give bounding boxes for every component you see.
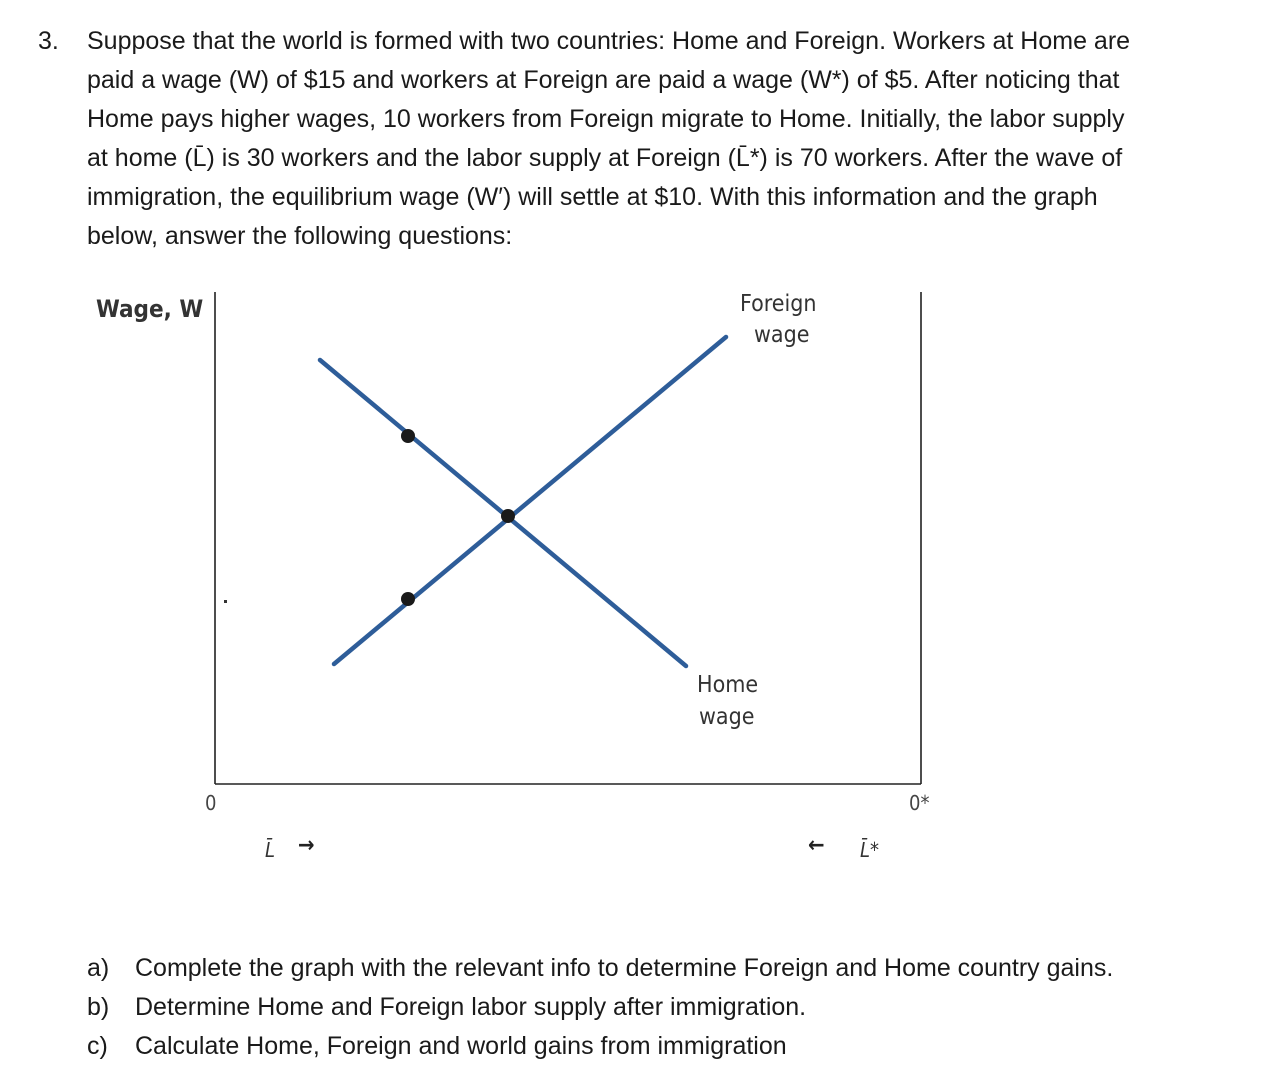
question-line: Suppose that the world is formed with two countries: Home and Foreign. Workers at Home are <box>87 27 1131 55</box>
subquestion-label: b) <box>87 993 110 1021</box>
subquestion-b <box>87 988 806 1027</box>
subquestion-text: Determine Home and Foreign labor supply after immigration. <box>135 993 807 1021</box>
question-line: paid a wage (W) of $15 and workers at Foreign are paid a wage (W*) of $5. After noticing that <box>87 66 1120 94</box>
foreign-wage-label <box>740 291 823 348</box>
question-line: at home (L̄) is 30 workers and the labor supply at Foreign (L̄*) is 70 workers. After the wave of <box>87 144 1123 172</box>
home-wage-label-line1: Home <box>697 672 759 698</box>
home-labor-arrow: → <box>298 833 315 858</box>
equilibrium-point <box>501 509 515 523</box>
stray-mark <box>224 600 227 603</box>
foreign-wage-curve <box>334 337 726 664</box>
question-number: 3. <box>38 27 59 55</box>
question-line: immigration, the equilibrium wage (W′) will settle at $10. With this information and the graph <box>87 183 1098 211</box>
home-initial-wage-point <box>401 429 415 443</box>
home-wage-label <box>697 672 765 730</box>
foreign-labor-arrow: ← <box>808 833 825 858</box>
question-line: below, answer the following questions: <box>87 222 513 250</box>
subquestion-a <box>87 949 1113 988</box>
subquestion-label: c) <box>87 1032 108 1060</box>
foreign-wage-label-line1: Foreign <box>740 291 817 317</box>
subquestion-label: a) <box>87 954 110 982</box>
home-origin-label: 0 <box>205 791 217 815</box>
subquestion-text: Complete the graph with the relevant info to determine Foreign and Home country gains. <box>135 954 1114 982</box>
y-axis-label: Wage, W <box>96 295 204 323</box>
foreign-wage-label-line2: wage <box>754 322 810 348</box>
subquestion-c <box>87 1027 787 1066</box>
question-line: Home pays higher wages, 10 workers from Foreign migrate to Home. Initially, the labor supply <box>87 105 1125 133</box>
home-labor-symbol: L̄ <box>265 838 276 862</box>
foreign-labor-symbol: L̄* <box>860 838 880 862</box>
subquestion-text: Calculate Home, Foreign and world gains from immigration <box>135 1032 787 1060</box>
foreign-initial-wage-point <box>401 592 415 606</box>
home-wage-label-line2: wage <box>699 704 755 730</box>
foreign-origin-label: 0* <box>909 791 930 815</box>
